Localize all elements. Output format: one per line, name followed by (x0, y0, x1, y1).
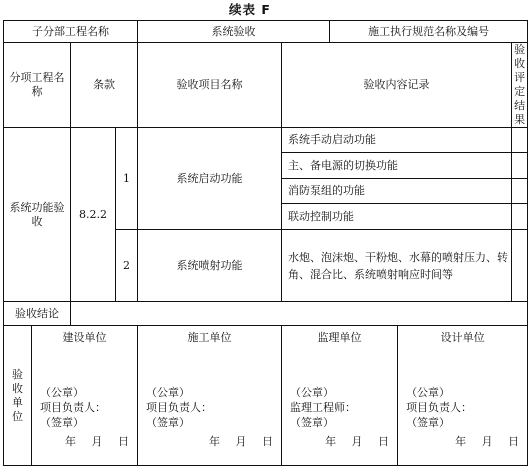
check-item-header: 验收项目名称 (138, 43, 282, 128)
clause-header: 条款 (71, 43, 138, 128)
conclusion-value (71, 302, 528, 326)
date-label: 年 月 日 (209, 435, 274, 448)
sub-project-name-label: 子分部工程名称 (4, 21, 138, 43)
signature-label: （签章） (290, 416, 335, 429)
supervising-engineer-label: 监理工程师： (290, 401, 357, 414)
record-1-3: 消防泵组的功能 (282, 179, 512, 204)
signature-block-construction-owner (32, 326, 138, 466)
result-header: 验收评定结果 (512, 43, 528, 128)
signature-block-contractor (138, 326, 282, 466)
record-1-1: 系统手动启动功能 (282, 128, 512, 153)
unit-title: 施工单位 (187, 331, 232, 344)
group-name-cell: 系统功能验收 (4, 128, 71, 302)
spec-name-code-label: 施工执行规范名称及编号 (330, 21, 528, 43)
stamp-label: （公章） (290, 386, 335, 399)
date-label: 年 月 日 (455, 435, 520, 448)
unit-title: 监理单位 (317, 331, 362, 344)
unit-title: 设计单位 (440, 331, 485, 344)
stamp-label: （公章） (406, 386, 451, 399)
system-acceptance-label: 系统验收 (138, 21, 330, 43)
item-name-2: 系统喷射功能 (138, 230, 282, 302)
acceptance-record-table (3, 20, 528, 466)
responsible-person-label: 项目负责人： (406, 401, 473, 414)
item-number-2: 2 (116, 230, 138, 302)
signature-block-designer (398, 326, 528, 466)
result-cell-1-1 (512, 128, 528, 153)
content-record-header: 验收内容记录 (282, 43, 512, 128)
item-name-1: 系统启动功能 (138, 128, 282, 230)
signature-label: （签章） (406, 416, 451, 429)
record-1-4: 联动控制功能 (282, 204, 512, 230)
conclusion-label: 验收结论 (4, 302, 71, 326)
stamp-label: （公章） (146, 386, 191, 399)
acceptance-units-label (4, 326, 32, 466)
signature-label: （签章） (40, 416, 84, 429)
result-cell-1-2 (512, 153, 528, 179)
result-cell-1-3 (512, 179, 528, 204)
table-caption: 续表 F (229, 2, 271, 17)
result-cell-1-4 (512, 204, 528, 230)
signature-block-supervisor (282, 326, 398, 466)
date-label: 年 月 日 (65, 435, 130, 448)
vertical-label-text: 验收单位 (12, 367, 23, 423)
signature-label: （签章） (146, 416, 191, 429)
stamp-label: （公章） (40, 386, 84, 399)
unit-title: 建设单位 (62, 331, 107, 344)
sub-item-name-header: 分项工程名称 (4, 43, 71, 128)
result-cell-2 (512, 230, 528, 302)
date-label: 年 月 日 (325, 435, 390, 448)
record-2: 水炮、泡沫炮、干粉炮、水幕的喷射压力、转角、混合比、系统喷射响应时间等 (282, 230, 512, 302)
record-1-2: 主、备电源的切换功能 (282, 153, 512, 179)
group-clause-cell: 8.2.2 (71, 128, 116, 302)
responsible-person-label: 项目负责人： (40, 401, 106, 414)
item-number-1: 1 (116, 128, 138, 230)
responsible-person-label: 项目负责人： (146, 401, 213, 414)
